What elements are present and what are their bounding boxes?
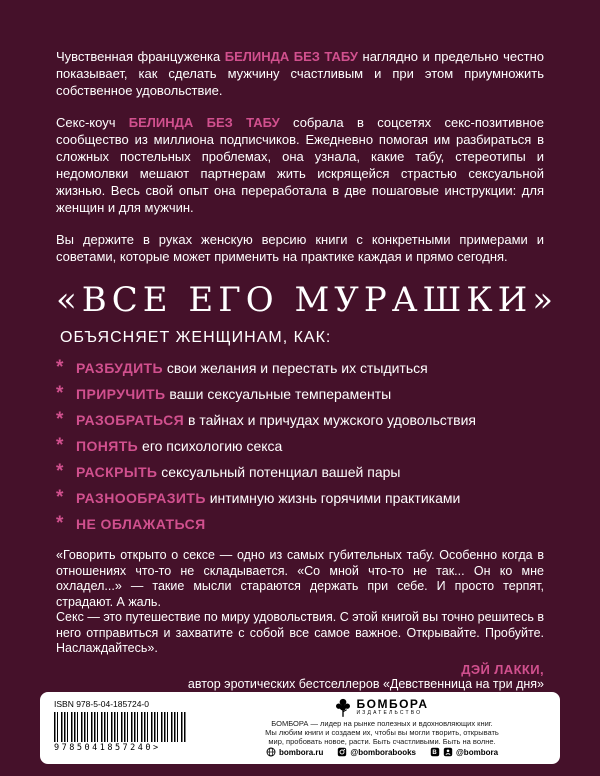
intro-1-text-before: Чувственная француженка (56, 49, 225, 64)
publisher-footer-card (40, 692, 560, 764)
book-title: «ВСЕ ЕГО МУРАШКИ» (56, 280, 559, 320)
instagram-link (337, 747, 416, 757)
tree-logo-icon (335, 698, 351, 717)
globe-icon (266, 747, 276, 757)
vk-icon (430, 747, 440, 757)
list-item (56, 513, 544, 534)
website-label: bombora.ru (278, 747, 324, 757)
asterisk-bullet-icon: * (56, 487, 64, 508)
isbn-block (48, 697, 214, 759)
list-item (56, 383, 544, 404)
instagram-icon (337, 747, 347, 757)
bombora-logo (335, 698, 428, 717)
list-item-text: свои желания и перестать их стыдиться (162, 360, 428, 376)
list-item (56, 435, 544, 456)
publisher-blurb-line: БОМБОРА — лидер на рынке полезных и вдохновляющих книг. (271, 718, 493, 728)
list-item-text: в тайнах и причудах мужского удовольствия (184, 412, 476, 428)
list-item-keyword: РАЗНООБРАЗИТЬ (76, 490, 206, 506)
list-item-text: интимную жизнь горячими практиками (205, 490, 461, 506)
intro-paragraph-3: Вы держите в руках женскую версию книги с конкретными примерами и советами, которые может применить на практике каждая и прямо сегодня. (56, 232, 544, 264)
review-author-description: автор эротических бестселлеров «Девственница на три дня» (187, 676, 544, 691)
instagram-label: @bomborabooks (350, 747, 416, 757)
review-author-name: ДЭЙ ЛАККИ, (461, 661, 544, 677)
publisher-blurb-line: мир, пробовать новое, расти. Быть счастливыми. Быть на волне. (268, 736, 496, 746)
review-quote-paragraph-1: «Говорить открыто о сексе — одно из самых губительных табу. Особенно когда в отношениях что-то не складывается. «Со мной что-то не так... Он ко мне охладел...» — такие мысли стараются держать при себе. И просто терпят, страдают. А жаль. (56, 548, 544, 609)
publisher-blurb-line: Мы любим книги и создаем их, чтобы вы могли творить, открывать (265, 727, 499, 737)
brand-name-highlight: БЕЛИНДА БЕЗ ТАБУ (128, 115, 280, 130)
intro-1-text-after: наглядно и предельно честно показывает, как сделать мужчину счастливым и при этом приумножить собственное удовольствие. (56, 49, 544, 98)
list-item-keyword: РАЗБУДИТЬ (76, 360, 163, 376)
ok-icon (443, 747, 453, 757)
asterisk-bullet-icon: * (56, 435, 64, 456)
social-network-label: @bombora (456, 747, 499, 757)
list-item-text: сексуальный потенциал вашей пары (157, 464, 401, 480)
list-item (56, 357, 544, 378)
feature-list (56, 357, 544, 534)
publisher-name: БОМБОРА (356, 697, 429, 711)
list-item (56, 487, 544, 508)
list-item-text: ваши сексуальные темпераменты (165, 386, 392, 402)
asterisk-bullet-icon: * (56, 357, 64, 378)
list-item (56, 461, 544, 482)
intro-2-text-after: собрала в соцсетях секс-позитивное сообщество из миллиона подписчиков. Ежедневно помогая им разбираться в сложных постельных проблемах, она узнала, какие табу, стереотипы и недомолвки мешают партнерам жить искрящейся страстью сексуальной жизнью. Весь свой опыт она переработала в две пошаговые инструкции: для женщин и для мужчин. (56, 115, 544, 215)
social-network-link (430, 747, 498, 757)
website-link (266, 747, 323, 757)
intro-2-text-before: Секс-коуч (56, 115, 129, 130)
review-quote-paragraph-2: Секс — это путешествие по миру удовольствия. С этой книгой вы точно решитесь в него отправиться и захватите с собой все самое важное. Открывайте. Пробуйте. Наслаждайтесь». (56, 610, 544, 655)
list-item (56, 409, 544, 430)
subtitle: ОБЪЯСНЯЕТ ЖЕНЩИНАМ, КАК: (60, 329, 332, 346)
barcode (54, 712, 186, 742)
asterisk-bullet-icon: * (56, 461, 64, 482)
barcode-digits: 9785041857240> (54, 743, 161, 753)
list-item-keyword: РАСКРЫТЬ (76, 464, 158, 480)
asterisk-bullet-icon: * (56, 383, 64, 404)
publisher-block (214, 697, 550, 759)
list-item-keyword: ПРИРУЧИТЬ (76, 386, 166, 402)
social-links-row (266, 747, 498, 757)
list-item-keyword: РАЗОБРАТЬСЯ (76, 412, 185, 428)
list-item-text: его психологию секса (138, 438, 283, 454)
list-item-keyword: ПОНЯТЬ (76, 438, 139, 454)
publisher-blurb (265, 719, 499, 746)
list-item-keyword: НЕ ОБЛАЖАТЬСЯ (76, 516, 206, 532)
intro-paragraph-1 (56, 48, 544, 99)
isbn-number: ISBN 978-5-04-185724-0 (54, 699, 149, 709)
brand-name-highlight: БЕЛИНДА БЕЗ ТАБУ (224, 49, 359, 64)
asterisk-bullet-icon: * (56, 409, 64, 430)
svg-text:B: B (432, 750, 437, 757)
asterisk-bullet-icon: * (56, 513, 64, 534)
intro-paragraph-2 (56, 114, 544, 216)
publisher-subtitle: ИЗДАТЕЛЬСТВО (356, 710, 423, 716)
